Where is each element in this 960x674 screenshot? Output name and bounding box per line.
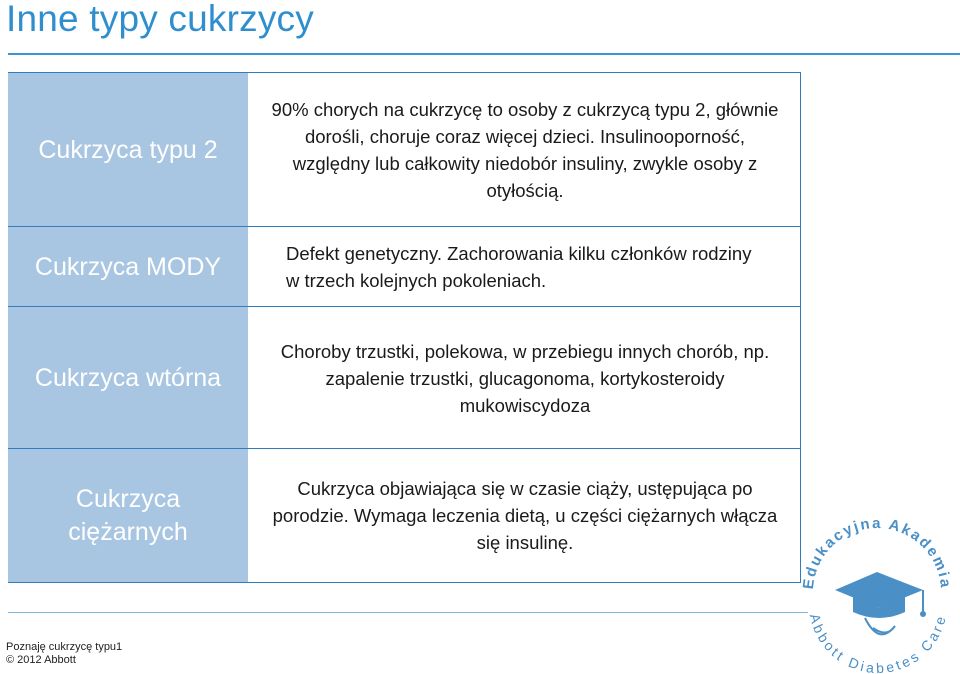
row-description: Cukrzyca objawiająca się w czasie ciąży, ustępująca po porodzie. Wymaga leczenia dietą, u części ciężarnych włącza się insulinę. bbox=[250, 449, 801, 582]
footer-copyright: © 2012 Abbott bbox=[6, 654, 76, 666]
row-label: Cukrzyca MODY bbox=[8, 227, 249, 307]
row-description: Choroby trzustki, polekowa, w przebiegu innych chorób, np. zapalenie trzustki, glucagonoma, kortykosteroidy mukowiscydoza bbox=[250, 307, 801, 449]
logo bbox=[795, 500, 960, 674]
footer-divider bbox=[8, 612, 808, 613]
row-label: Cukrzyca typu 2 bbox=[8, 73, 249, 227]
row-description: Defekt genetyczny. Zachorowania kilku członków rodziny w trzech kolejnych pokoleniach. bbox=[250, 227, 801, 307]
table-row bbox=[8, 448, 801, 583]
footer bbox=[6, 641, 122, 667]
logo-top-text: Edukacyjna Akademia bbox=[799, 514, 955, 591]
footer-course: Poznaję cukrzycę typu1 bbox=[6, 641, 123, 653]
title-divider bbox=[8, 53, 960, 55]
page-title: Inne typy cukrzycy bbox=[6, 0, 314, 39]
diabetes-types-table bbox=[8, 72, 801, 582]
logo-bottom-text: Abbott Diabetes Care bbox=[806, 611, 950, 674]
table-row bbox=[8, 72, 801, 227]
row-label: Cukrzyca wtórna bbox=[8, 307, 249, 449]
table-row bbox=[8, 226, 801, 307]
graduation-cap-icon bbox=[835, 572, 926, 634]
table-row bbox=[8, 306, 801, 449]
row-description: 90% chorych na cukrzycę to osoby z cukrzycą typu 2, głównie dorośli, choruje coraz więcej dzieci. Insulinooporność, względny lub całkowity niedobór insuliny, zwykle osoby z otyłością. bbox=[250, 73, 801, 227]
row-label: Cukrzyca ciężarnych bbox=[8, 449, 249, 582]
